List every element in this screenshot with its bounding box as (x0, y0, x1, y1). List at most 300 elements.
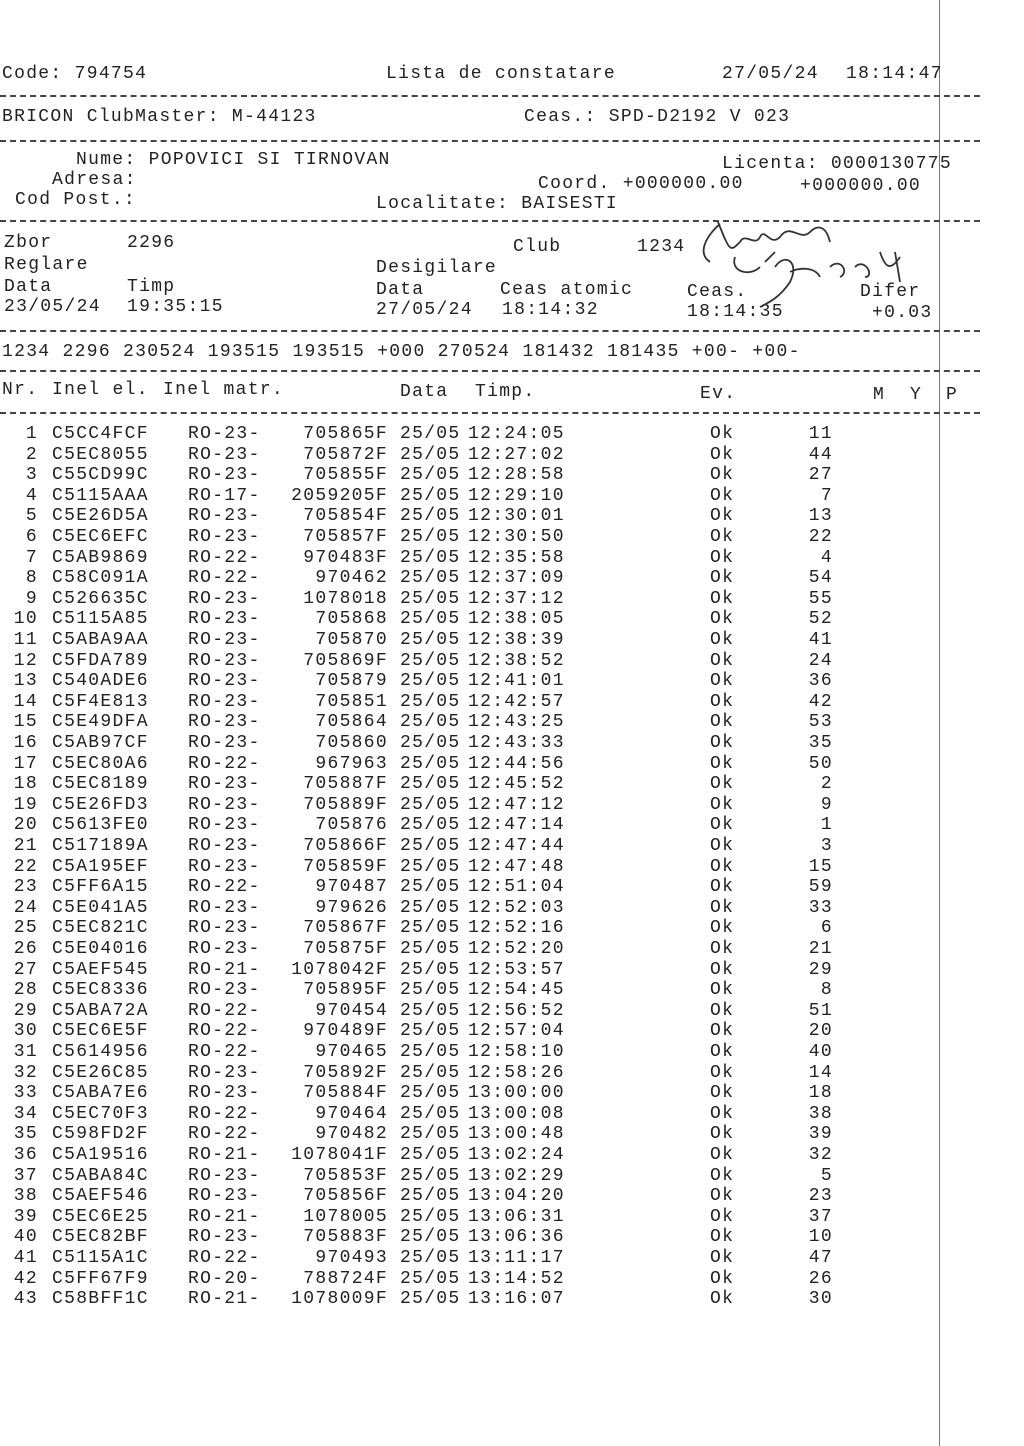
ring-country-year: RO-23- (188, 733, 261, 753)
table-row (0, 1001, 940, 1021)
row-nr: 23 (13, 877, 38, 898)
m-value: 41 (808, 630, 833, 650)
event-status: Ok (710, 465, 735, 486)
arrival-time: 12:43:25 (468, 712, 565, 733)
ring-country-year: RO-23- (188, 650, 261, 671)
table-row (0, 939, 940, 959)
row-nr: 8 (25, 568, 38, 589)
arrival-date: 25/05 (400, 1289, 461, 1310)
ring-number: 705879 (315, 671, 388, 692)
ring-country-year: RO-22- (188, 753, 261, 774)
ring-electronic: C5EC82BF (52, 1227, 149, 1248)
m-value: 37 (808, 1206, 833, 1227)
ring-number: 970487 (315, 877, 388, 898)
event-status: Ok (710, 424, 735, 444)
event-status: Ok (710, 527, 735, 547)
arrival-time: 12:57:04 (468, 1021, 565, 1042)
event-status: Ok (710, 774, 735, 795)
row-nr: 12 (13, 650, 38, 671)
arrival-date: 25/05 (400, 1124, 461, 1145)
col-data: Data (400, 382, 449, 402)
ring-electronic: C5115A1C (52, 1248, 149, 1268)
event-status: Ok (710, 1248, 735, 1268)
table-row (0, 630, 940, 650)
ring-country-year: RO-21- (188, 959, 261, 980)
arrival-time: 12:51:04 (468, 877, 565, 898)
ring-country-year: RO-23- (188, 630, 261, 650)
arrival-time: 12:47:12 (468, 794, 565, 815)
event-status: Ok (710, 1103, 735, 1124)
arrival-time: 12:52:03 (468, 897, 565, 918)
arrival-date: 25/05 (400, 877, 461, 898)
ring-number: 705887F (303, 774, 388, 795)
ring-electronic: C5CC4FCF (52, 424, 149, 444)
row-nr: 39 (13, 1206, 38, 1227)
code-label: Code: 794754 (2, 64, 148, 84)
m-value: 7 (820, 485, 833, 506)
ring-number: 705855F (303, 465, 388, 486)
event-status: Ok (710, 506, 735, 527)
row-nr: 14 (13, 691, 38, 712)
row-nr: 15 (13, 712, 38, 733)
arrival-date: 25/05 (400, 774, 461, 795)
m-value: 27 (808, 465, 833, 486)
ring-number: 970482 (315, 1124, 388, 1145)
m-value: 23 (808, 1186, 833, 1207)
arrival-time: 12:58:10 (468, 1042, 565, 1062)
table-row (0, 445, 940, 465)
row-nr: 24 (13, 897, 38, 918)
ring-country-year: RO-22- (188, 1124, 261, 1145)
arrival-date: 25/05 (400, 753, 461, 774)
row-nr: 42 (13, 1268, 38, 1289)
reglare-time: 19:35:15 (127, 297, 224, 317)
reglare-label: Reglare (4, 255, 89, 275)
col-nr: Nr. (2, 380, 39, 400)
m-value: 55 (808, 588, 833, 609)
ring-electronic: C5A195EF (52, 856, 149, 877)
row-nr: 11 (13, 630, 38, 650)
ring-country-year: RO-22- (188, 547, 261, 568)
arrival-time: 13:16:07 (468, 1289, 565, 1310)
arrival-date: 25/05 (400, 1227, 461, 1248)
ring-number: 705870 (315, 630, 388, 650)
col-timp: Timp. (475, 382, 536, 402)
ring-electronic: C5FF67F9 (52, 1268, 149, 1289)
m-value: 32 (808, 1145, 833, 1165)
ring-country-year: RO-23- (188, 527, 261, 547)
arrival-date: 25/05 (400, 1248, 461, 1268)
arrival-time: 13:06:36 (468, 1227, 565, 1248)
arrival-time: 12:47:14 (468, 815, 565, 836)
desigilare-date: 27/05/24 (376, 300, 473, 320)
arrival-date: 25/05 (400, 712, 461, 733)
arrival-date: 25/05 (400, 444, 461, 465)
table-row (0, 918, 940, 938)
event-status: Ok (710, 630, 735, 650)
row-nr: 21 (13, 836, 38, 856)
arrival-time: 13:00:48 (468, 1124, 565, 1145)
m-value: 18 (808, 1083, 833, 1104)
ring-electronic: C55CD99C (52, 465, 149, 486)
row-nr: 38 (13, 1186, 38, 1207)
ring-electronic: C5AEF545 (52, 959, 149, 980)
ring-country-year: RO-23- (188, 588, 261, 609)
ring-country-year: RO-17- (188, 485, 261, 506)
col-inel-matr: Inel matr. (163, 380, 285, 400)
m-value: 9 (820, 794, 833, 815)
ring-electronic: C58C091A (52, 568, 149, 589)
event-status: Ok (710, 1165, 735, 1186)
m-value: 24 (808, 650, 833, 671)
row-nr: 29 (13, 1000, 38, 1021)
arrival-time: 12:52:20 (468, 939, 565, 959)
ring-electronic: C5AEF546 (52, 1186, 149, 1207)
arrival-time: 12:37:12 (468, 588, 565, 609)
arrival-time: 12:56:52 (468, 1000, 565, 1021)
desigilare-label: Desigilare (376, 258, 498, 278)
row-nr: 35 (13, 1124, 38, 1145)
row-nr: 9 (25, 588, 38, 609)
ring-electronic: C5F4E813 (52, 691, 149, 712)
arrival-date: 25/05 (400, 1145, 461, 1165)
arrival-date: 25/05 (400, 918, 461, 939)
m-value: 21 (808, 939, 833, 959)
difference-label: Difer (860, 282, 921, 302)
ring-electronic: C5EC6EFC (52, 527, 149, 547)
row-nr: 16 (13, 733, 38, 753)
ring-country-year: RO-23- (188, 671, 261, 692)
ring-electronic: C5EC70F3 (52, 1103, 149, 1124)
ring-country-year: RO-23- (188, 836, 261, 856)
ring-number: 970483F (303, 547, 388, 568)
m-value: 10 (808, 1227, 833, 1248)
ring-number: 705864 (315, 712, 388, 733)
row-nr: 36 (13, 1145, 38, 1165)
ring-number: 705892F (303, 1062, 388, 1083)
ring-electronic: C5ABA72A (52, 1000, 149, 1021)
m-value: 3 (820, 836, 833, 856)
m-value: 5 (820, 1165, 833, 1186)
event-status: Ok (710, 939, 735, 959)
arrival-date: 25/05 (400, 856, 461, 877)
ring-country-year: RO-23- (188, 939, 261, 959)
m-value: 54 (808, 568, 833, 589)
m-value: 36 (808, 671, 833, 692)
table-row (0, 1186, 940, 1206)
ring-electronic: C5115A85 (52, 609, 149, 630)
row-nr: 43 (13, 1289, 38, 1310)
m-value: 20 (808, 1021, 833, 1042)
separator (0, 370, 980, 372)
ring-country-year: RO-22- (188, 1000, 261, 1021)
table-row (0, 1083, 940, 1103)
ring-country-year: RO-23- (188, 444, 261, 465)
event-status: Ok (710, 1000, 735, 1021)
license: Licenta: 0000130775 (722, 154, 952, 174)
arrival-time: 12:38:52 (468, 650, 565, 671)
arrival-time: 13:02:29 (468, 1165, 565, 1186)
m-value: 4 (820, 547, 833, 568)
ring-electronic: C540ADE6 (52, 671, 149, 692)
ring-number: 705865F (303, 424, 388, 444)
row-nr: 1 (25, 424, 38, 444)
ring-country-year: RO-23- (188, 712, 261, 733)
m-value: 47 (808, 1248, 833, 1268)
atomic-time: 18:14:32 (502, 300, 599, 320)
m-value: 15 (808, 856, 833, 877)
table-row (0, 980, 940, 1000)
ring-number: 705872F (303, 444, 388, 465)
arrival-date: 25/05 (400, 506, 461, 527)
ring-country-year: RO-23- (188, 1165, 261, 1186)
table-row (0, 836, 940, 856)
ring-electronic: C5E26C85 (52, 1062, 149, 1083)
table-row (0, 1207, 940, 1227)
ring-number: 705895F (303, 980, 388, 1001)
m-value: 38 (808, 1103, 833, 1124)
ring-country-year: RO-20- (188, 1268, 261, 1289)
ring-number: 979626 (315, 897, 388, 918)
ring-country-year: RO-23- (188, 815, 261, 836)
ring-number: 967963 (315, 753, 388, 774)
arrival-date: 25/05 (400, 424, 461, 444)
ring-number: 705884F (303, 1083, 388, 1104)
m-value: 2 (820, 774, 833, 795)
m-value: 51 (808, 1000, 833, 1021)
event-status: Ok (710, 836, 735, 856)
ring-electronic: C598FD2F (52, 1124, 149, 1145)
row-nr: 27 (13, 959, 38, 980)
ring-electronic: C5A19516 (52, 1145, 149, 1165)
event-status: Ok (710, 691, 735, 712)
table-row (0, 1145, 940, 1165)
table-row (0, 486, 940, 506)
club-label: Club (513, 237, 562, 257)
row-nr: 17 (13, 753, 38, 774)
ring-country-year: RO-23- (188, 897, 261, 918)
ring-electronic: C5EC821C (52, 918, 149, 939)
m-value: 14 (808, 1062, 833, 1083)
ring-country-year: RO-23- (188, 1062, 261, 1083)
m-value: 50 (808, 753, 833, 774)
ring-number: 970462 (315, 568, 388, 589)
row-nr: 3 (25, 465, 38, 486)
m-value: 35 (808, 733, 833, 753)
ring-electronic: C5ABA84C (52, 1165, 149, 1186)
row-nr: 5 (25, 506, 38, 527)
ring-country-year: RO-23- (188, 424, 261, 444)
event-status: Ok (710, 733, 735, 753)
flight-number: 2296 (127, 233, 176, 253)
ring-electronic: C5E49DFA (52, 712, 149, 733)
ring-electronic: C5AB97CF (52, 733, 149, 753)
table-row (0, 1248, 940, 1268)
table-row (0, 1166, 940, 1186)
separator (0, 140, 980, 142)
ring-number: 970489F (303, 1021, 388, 1042)
summary-code-line: 1234 2296 230524 193515 193515 +000 270524 181432 181435 +00- +00- (2, 342, 801, 362)
ring-electronic: C5EC80A6 (52, 753, 149, 774)
handwritten-signature (690, 212, 920, 317)
ring-number: 970454 (315, 1000, 388, 1021)
ring-number: 705857F (303, 527, 388, 547)
ring-country-year: RO-22- (188, 877, 261, 898)
event-status: Ok (710, 980, 735, 1001)
arrival-date: 25/05 (400, 630, 461, 650)
arrival-time: 13:04:20 (468, 1186, 565, 1207)
arrival-time: 12:58:26 (468, 1062, 565, 1083)
row-nr: 37 (13, 1165, 38, 1186)
coord-2: +000000.00 (800, 176, 922, 196)
arrival-date: 25/05 (400, 959, 461, 980)
arrival-date: 25/05 (400, 465, 461, 486)
arrival-date: 25/05 (400, 1083, 461, 1104)
flight-label: Zbor (4, 233, 53, 253)
arrival-time: 12:41:01 (468, 671, 565, 692)
arrival-time: 12:42:57 (468, 691, 565, 712)
arrival-date: 25/05 (400, 671, 461, 692)
arrival-time: 12:54:45 (468, 980, 565, 1001)
arrival-date: 25/05 (400, 794, 461, 815)
ring-electronic: C526635C (52, 588, 149, 609)
document-title: Lista de constatare (386, 64, 616, 84)
table-row (0, 589, 940, 609)
row-nr: 10 (13, 609, 38, 630)
ring-country-year: RO-23- (188, 918, 261, 939)
arrival-time: 12:29:10 (468, 485, 565, 506)
arrival-date: 25/05 (400, 650, 461, 671)
arrival-date: 25/05 (400, 733, 461, 753)
postal-code-label: Cod Post.: (15, 190, 137, 210)
arrival-time: 12:38:39 (468, 630, 565, 650)
row-nr: 2 (25, 444, 38, 465)
ring-electronic: C5E041A5 (52, 897, 149, 918)
arrival-time: 12:28:58 (468, 465, 565, 486)
arrival-date: 25/05 (400, 588, 461, 609)
table-row (0, 609, 940, 629)
arrival-time: 13:00:08 (468, 1103, 565, 1124)
table-row (0, 1269, 940, 1289)
atomic-clock-label: Ceas atomic (500, 280, 634, 300)
table-row (0, 692, 940, 712)
event-status: Ok (710, 1042, 735, 1062)
ring-number: 705868 (315, 609, 388, 630)
arrival-time: 12:30:50 (468, 527, 565, 547)
table-row (0, 774, 940, 794)
clock-time: 18:14:35 (687, 302, 784, 322)
table-row (0, 877, 940, 897)
reglare-date: 23/05/24 (4, 297, 101, 317)
row-nr: 33 (13, 1083, 38, 1104)
coord: Coord. +000000.00 (538, 174, 744, 194)
event-status: Ok (710, 650, 735, 671)
row-nr: 26 (13, 939, 38, 959)
ring-number: 970464 (315, 1103, 388, 1124)
table-row (0, 712, 940, 732)
row-nr: 20 (13, 815, 38, 836)
arrival-time: 12:44:56 (468, 753, 565, 774)
event-status: Ok (710, 1021, 735, 1042)
event-status: Ok (710, 1268, 735, 1289)
row-nr: 4 (25, 485, 38, 506)
table-row (0, 795, 940, 815)
ring-country-year: RO-23- (188, 465, 261, 486)
row-nr: 40 (13, 1227, 38, 1248)
table-row (0, 898, 940, 918)
table-row (0, 651, 940, 671)
address-label: Adresa: (52, 170, 137, 190)
ring-electronic: C5E04016 (52, 939, 149, 959)
ring-country-year: RO-23- (188, 1227, 261, 1248)
locality: Localitate: BAISESTI (376, 194, 619, 214)
arrival-time: 13:00:00 (468, 1083, 565, 1104)
row-nr: 18 (13, 774, 38, 795)
ring-number: 705854F (303, 506, 388, 527)
print-time: 18:14:47 (846, 64, 943, 84)
m-value: 1 (820, 815, 833, 836)
separator (0, 412, 980, 414)
data2-label: Data (376, 280, 425, 300)
ring-country-year: RO-21- (188, 1289, 261, 1310)
row-nr: 31 (13, 1042, 38, 1062)
ring-electronic: C5E26D5A (52, 506, 149, 527)
event-status: Ok (710, 1227, 735, 1248)
event-status: Ok (710, 547, 735, 568)
col-m: M (873, 385, 886, 405)
ring-number: 705860 (315, 733, 388, 753)
ring-electronic: C5EC6E5F (52, 1021, 149, 1042)
ring-country-year: RO-21- (188, 1145, 261, 1165)
arrival-time: 12:53:57 (468, 959, 565, 980)
event-status: Ok (710, 1289, 735, 1310)
event-status: Ok (710, 877, 735, 898)
table-row (0, 1042, 940, 1062)
row-nr: 13 (13, 671, 38, 692)
ring-electronic: C5EC6E25 (52, 1206, 149, 1227)
table-row (0, 815, 940, 835)
ring-number: 705851 (315, 691, 388, 712)
ring-electronic: C5EC8336 (52, 980, 149, 1001)
table-row (0, 960, 940, 980)
row-nr: 28 (13, 980, 38, 1001)
club-number: 1234 (637, 237, 686, 257)
arrival-date: 25/05 (400, 815, 461, 836)
arrival-time: 13:14:52 (468, 1268, 565, 1289)
m-value: 42 (808, 691, 833, 712)
table-row (0, 1104, 940, 1124)
ring-electronic: C5ABA9AA (52, 630, 149, 650)
row-nr: 30 (13, 1021, 38, 1042)
ring-electronic: C5FDA789 (52, 650, 149, 671)
ring-electronic: C58BFF1C (52, 1289, 149, 1310)
table-row (0, 857, 940, 877)
ring-country-year: RO-21- (188, 1206, 261, 1227)
ring-number: 788724F (303, 1268, 388, 1289)
arrival-date: 25/05 (400, 1268, 461, 1289)
arrival-time: 13:06:31 (468, 1206, 565, 1227)
event-status: Ok (710, 918, 735, 939)
col-y: Y (910, 385, 923, 405)
m-value: 30 (808, 1289, 833, 1310)
arrival-time: 12:47:48 (468, 856, 565, 877)
clock-label: Ceas. (687, 282, 748, 302)
ring-electronic: C5E26FD3 (52, 794, 149, 815)
ring-number: 705853F (303, 1165, 388, 1186)
ring-number: 970493 (315, 1248, 388, 1268)
table-row (0, 568, 940, 588)
arrival-time: 12:38:05 (468, 609, 565, 630)
